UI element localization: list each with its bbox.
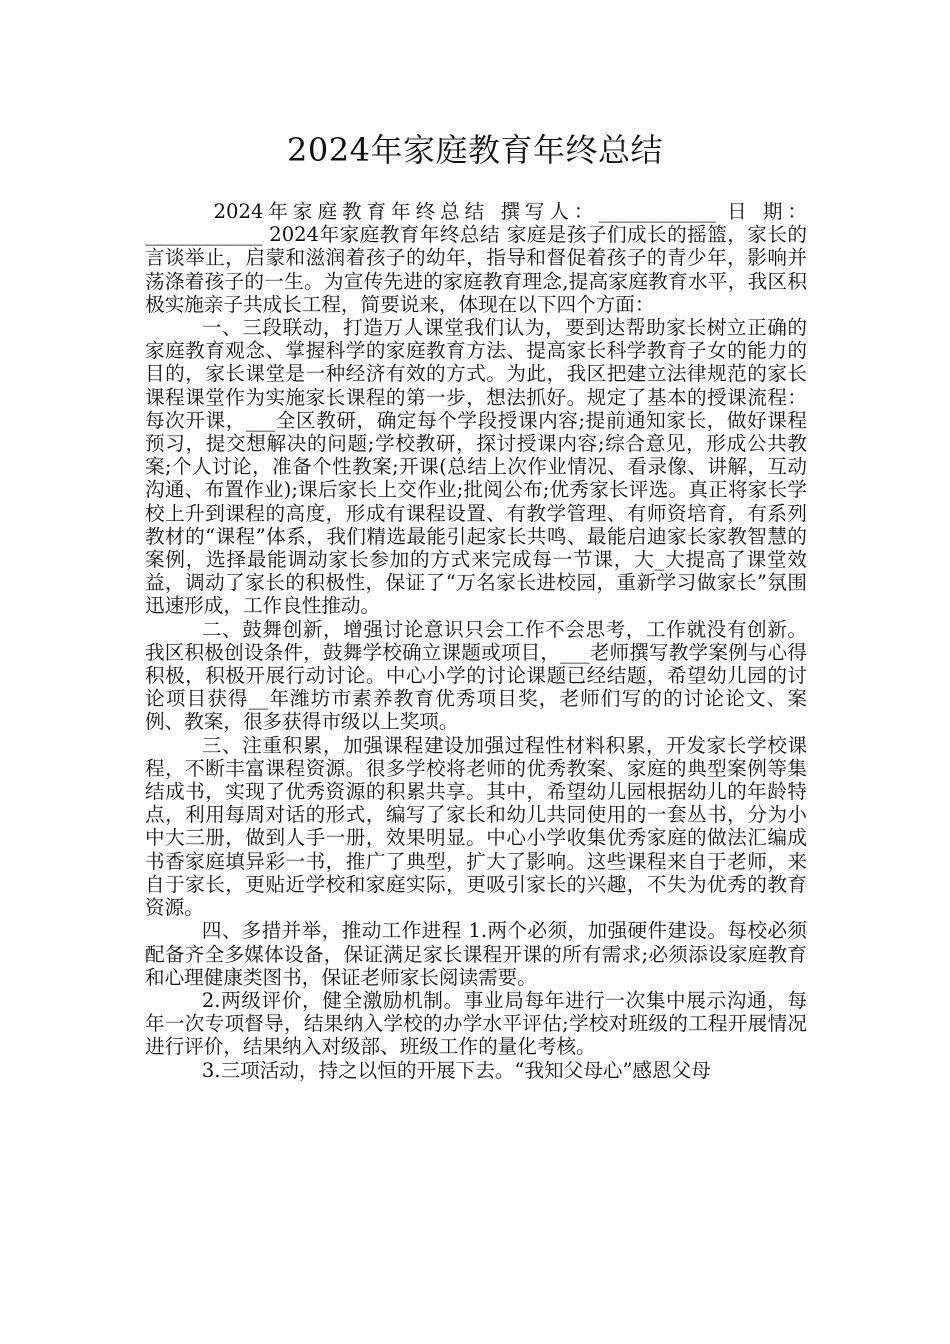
paragraph-section-4: 四、多措并举，推动工作进程 1.两个必须，加强硬件建设。每校必须配备齐全多媒体设备，保证满足家长课程开课的所有需求;必须添设家庭教育和心理健康类图书，保证老师家长阅读需要。 <box>145 919 807 989</box>
paragraph-item-3: 3.三项活动，持之以恒的开展下去。“我知父母心”感恩父母 <box>201 1058 711 1082</box>
document-body <box>145 200 807 1082</box>
paragraph-item-2: 2.两级评价，健全激励机制。事业局每年进行一次集中展示沟通，每年一次专项督导，结果纳入学校的办学水平评估;学校对班级的工程开展情况进行评价，结果纳入对级部、班级工作的量化考核。 <box>145 988 807 1059</box>
paragraph-section-1: 一、三段联动，打造万人课堂我们认为，要到达帮助家长树立正确的家庭教育观念、掌握科学的家庭教育方法、提高家长科学教育子女的能力的目的，家长课堂是一种经济有效的方式。为此，我区把建立法律规范的家长课程课堂作为实施家长课程的第一步，想法抓好。规定了基本的授课流程：每次开课，___全区教研，确定每个学段授课内容;提前通知家长，做好课程预习，提交想解决的问题;学校教研，探讨授课内容;综合意见，形成公共教案;个人讨论，准备个性教案;开课(总结上次作业情况、看录像、讲解，互动沟通、布置作业);课后家长上交作业;批阅公布;优秀家长评选。真正将家长学校上升到课程的高度，形成有课程设置、有教学管理、有师资培育，有系列教材的“课程”体系，我们精选最能引起家长共鸣、最能启迪家长家教智慧的案例，选择最能调动家长参加的方式来完成每一节课，大_大提高了课堂效益，调动了家长的积极性，保证了“万名家长进校园，重新学习做家长”氛围迅速形成，工作良性推动。 <box>145 316 807 618</box>
paragraph-section-3: 三、注重积累，加强课程建设加强过程性材料积累，开发家长学校课程，不断丰富课程资源。很多学校将老师的优秀教案、家庭的典型案例等集结成书，实现了优秀资源的积累共享。其中，希望幼儿园根据幼儿的年龄特点，利用每周对话的形式，编写了家长和幼儿共同使用的一套丛书，分为小中大三册，做到人手一册，效果明显。中心小学收集优秀家庭的做法汇编成书香家庭填异彩一书，推广了典型，扩大了影响。这些课程来自于老师，来自于家长，更贴近学校和家庭实际，更吸引家长的兴趣，不失为优秀的教育资源。 <box>145 733 807 920</box>
paragraph-section-2: 二、鼓舞创新，增强讨论意识只会工作不会思考，工作就没有创新。我区积极创设条件，鼓舞学校确立课题或项目，___老师撰写教学案例与心得积极，积极开展行动讨论。中心小学的讨论课题已经结题，希望幼儿园的讨论项目获得__年潍坊市素养教育优秀项目奖，老师们写的的讨论论文、案例、教案，很多获得市级以上奖项。 <box>145 617 807 734</box>
paragraph-intro: 2024年家庭教育年终总结 撰写人：____________ 日 期：____________ 2024年家庭教育年终总结 家庭是孩子们成长的摇篮，家长的言谈举止，启蒙和滋润着孩子的幼年，指导和督促着孩子的青少年，影响并荡涤着孩子的一生。为宣传先进的家庭教育理念,提高家庭教育水平，我区积极实施亲子共成长工程，简要说来，体现在以下四个方面： <box>145 200 807 316</box>
document-title: 2024年家庭教育年终总结 <box>287 131 663 169</box>
